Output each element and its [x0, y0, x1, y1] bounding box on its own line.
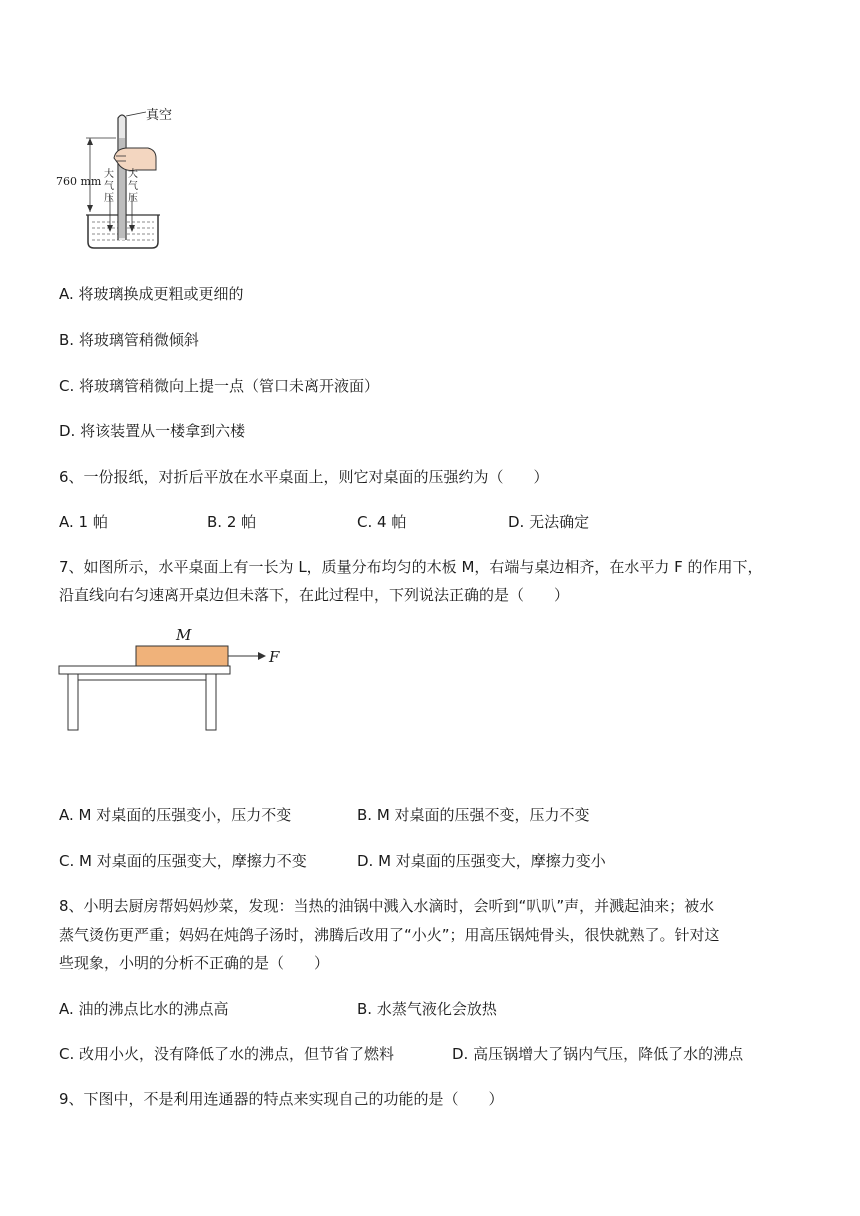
q6-stem: 6、一份报纸，对折后平放在水平桌面上，则它对桌面的压强约为（ ）: [59, 468, 549, 486]
q7-option-b: B. M 对桌面的压强不变，压力不变: [357, 806, 590, 824]
board-label-m: M: [176, 626, 192, 644]
q7-option-c: C. M 对桌面的压强变大，摩擦力不变: [59, 852, 307, 870]
q8-stem-line3: 些现象，小明的分析不正确的是（ ）: [59, 954, 330, 972]
q8-option-c: C. 改用小火，没有降低了水的沸点，但节省了燃料: [59, 1045, 395, 1063]
q8-option-b: B. 水蒸气液化会放热: [357, 1000, 497, 1018]
q8-stem-line1: 8、小明去厨房帮妈妈炒菜，发现：当热的油锅中溅入水滴时，会听到“叭叭”声，并溅起油来；被水: [59, 897, 715, 915]
q5-option-b: B. 将玻璃管稍微倾斜: [59, 331, 199, 349]
q7-option-a: A. M 对桌面的压强变小，压力不变: [59, 806, 292, 824]
atm-left-2: 气: [104, 181, 114, 192]
atm-left-1: 大: [104, 169, 114, 180]
q6-option-c: C. 4 帕: [357, 513, 407, 531]
force-label-f: F: [269, 648, 280, 666]
torricelli-figure: [56, 100, 186, 250]
height-label: 760 mm: [56, 175, 102, 188]
q5-option-a: A. 将玻璃换成更粗或更细的: [59, 285, 244, 303]
q5-option-c: C. 将玻璃管稍微向上提一点（管口未离开液面）: [59, 377, 380, 395]
q7-option-d: D. M 对桌面的压强变大，摩擦力变小: [357, 852, 606, 870]
q5-option-d: D. 将该装置从一楼拿到六楼: [59, 422, 246, 440]
q6-option-d: D. 无法确定: [508, 513, 590, 531]
atm-left-3: 压: [104, 193, 114, 204]
board-table-figure: [56, 626, 296, 736]
q9-stem: 9、下图中，不是利用连通器的特点来实现自己的功能的是（ ）: [59, 1090, 504, 1108]
q7-stem-line2: 沿直线向右匀速离开桌边但未落下，在此过程中，下列说法正确的是（ ）: [59, 586, 570, 604]
q8-option-a: A. 油的沸点比水的沸点高: [59, 1000, 229, 1018]
atm-right-2: 气: [128, 181, 138, 192]
vacuum-label: 真空: [146, 108, 173, 123]
q8-option-d: D. 高压锅增大了锅内气压，降低了水的沸点: [452, 1045, 744, 1063]
atm-right-1: 大: [128, 169, 138, 180]
atm-right-3: 压: [128, 193, 138, 204]
q7-stem-line1: 7、如图所示，水平桌面上有一长为 L，质量分布均匀的木板 M，右端与桌边相齐，在水平力 F 的作用下，: [59, 558, 763, 576]
q6-option-b: B. 2 帕: [207, 513, 257, 531]
q6-option-a: A. 1 帕: [59, 513, 108, 531]
q8-stem-line2: 蒸气烫伤更严重；妈妈在炖鸽子汤时，沸腾后改用了“小火”；用高压锅炖骨头，很快就熟了。针对这: [59, 926, 720, 944]
